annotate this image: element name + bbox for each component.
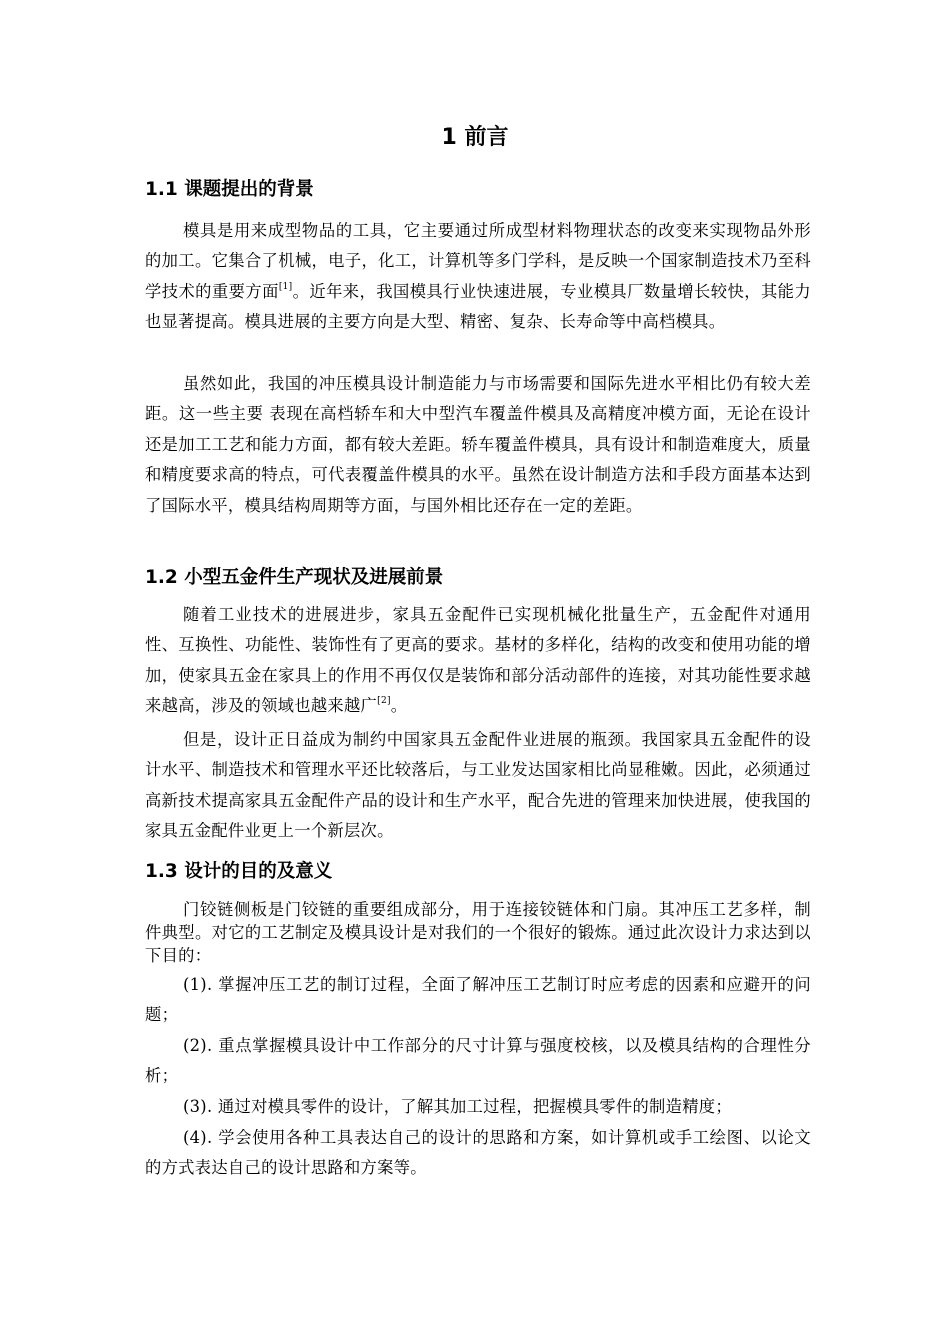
paragraph-status-1: 随着工业技术的进展进步，家具五金配件已实现机械化批量生产，五金配件对通用性、互换性、功能性、装饰性有了更高的要求。基材的多样化，结构的改变和使用功能的增加，使家具五金在家具上的作用不再仅仅是装饰和部分活动部件的连接，对其功能性要求越来越高，涉及的领域也越来越广[2]。: [145, 605, 811, 716]
section-heading-1-2: 1.2 小型五金件生产现状及进展前景: [145, 567, 444, 588]
purpose-item-4: (4). 学会使用各种工具表达自己的设计的思路和方案，如计算机或手工绘图、以论文的方式表达自己的设计思路和方案等。: [145, 1128, 811, 1178]
purpose-item-1: (1). 掌握冲压工艺的制订过程，全面了解冲压工艺制订时应考虑的因素和应避开的问题；: [145, 975, 811, 1025]
paragraph-status-2: 但是，设计正日益成为制约中国家具五金配件业进展的瓶颈。我国家具五金配件的设计水平、制造技术和管理水平还比较落后，与工业发达国家相比尚显稚嫩。因此，必须通过高新技术提高家具五金配件产品的设计和生产水平，配合先进的管理来加快进展，使我国的家具五金配件业更上一个新层次。: [145, 730, 811, 841]
purpose-item-2: (2). 重点掌握模具设计中工作部分的尺寸计算与强度校核，以及模具结构的合理性分析；: [145, 1036, 811, 1086]
citation-ref-2: [2]: [377, 696, 391, 707]
section-heading-1-3: 1.3 设计的目的及意义: [145, 861, 333, 882]
citation-ref-1: [1]: [278, 281, 293, 292]
chapter-title: 1 前言: [441, 125, 509, 150]
paragraph-background-1: 模具是用来成型物品的工具，它主要通过所成型材料物理状态的改变来实现物品外形的加工。它集合了机械，电子，化工，计算机等多门学科，是反映一个国家制造技术乃至科学技术的重要方面[1]。近年来，我国模具行业快速进展，专业模具厂数量增长较快，其能力也显著提高。模具进展的主要方向是大型、精密、复杂、长寿命等中高档模具。: [145, 221, 811, 332]
paragraph-purpose-intro: 门铰链侧板是门铰链的重要组成部分，用于连接铰链体和门扇。其冲压工艺多样，制件典型。对它的工艺制定及模具设计是对我们的一个很好的锻炼。通过此次设计力求达到以下目的：: [145, 900, 811, 965]
purpose-item-3: (3). 通过对模具零件的设计，了解其加工过程，把握模具零件的制造精度；: [183, 1097, 732, 1116]
section-heading-1-1: 1.1 课题提出的背景: [145, 179, 314, 200]
paragraph-background-2: 虽然如此，我国的冲压模具设计制造能力与市场需要和国际先进水平相比仍有较大差距。这一些主要 表现在高档轿车和大中型汽车覆盖件模具及高精度冲模方面，无论在设计还是加工工艺和能力方面，都有较大差距。轿车覆盖件模具，具有设计和制造难度大，质量和精度要求高的特点，可代表覆盖件模具的水平。虽然在设计制造方法和手段方面基本达到了国际水平，模具结构周期等方面，与国外相比还存在一定的差距。: [145, 374, 811, 515]
